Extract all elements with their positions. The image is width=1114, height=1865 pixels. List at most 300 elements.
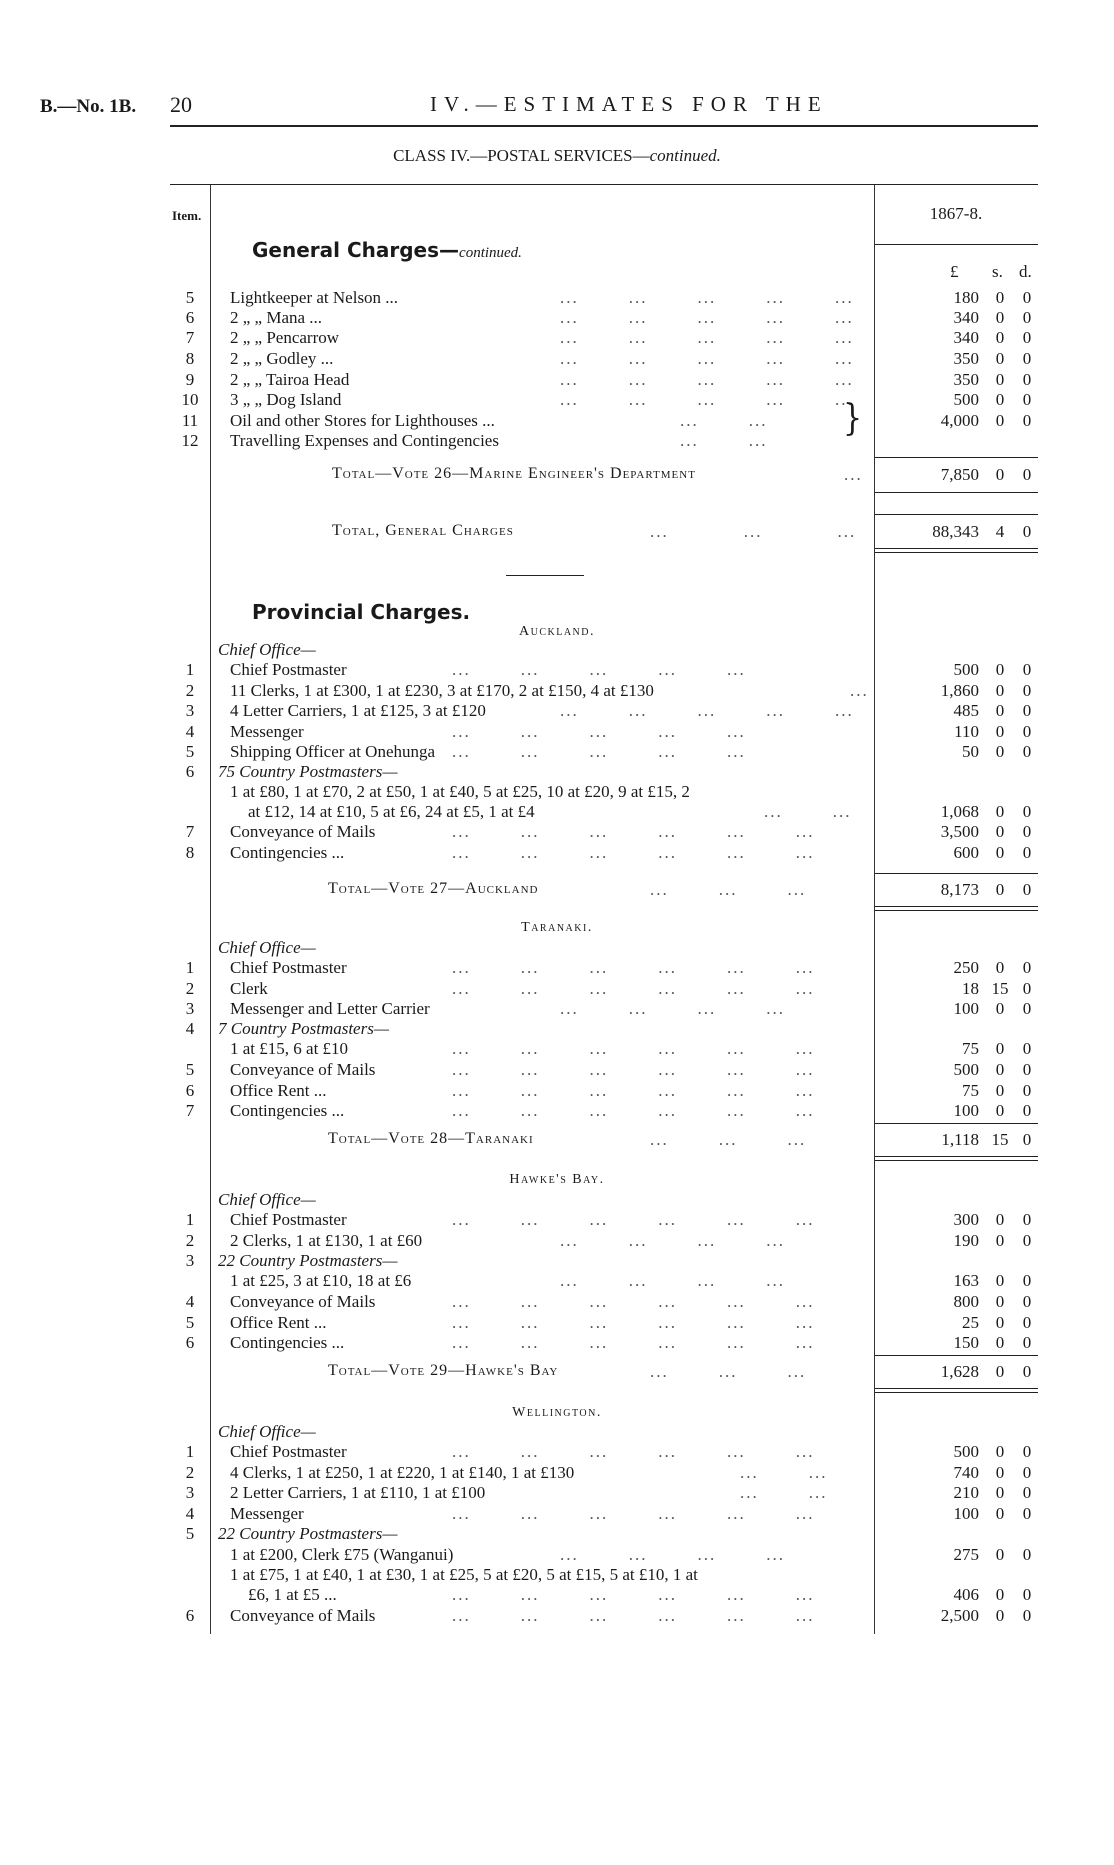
table-row	[0, 288, 1114, 308]
item-description: 3 „ „ Dog Island	[230, 390, 342, 409]
header-rule	[170, 125, 1038, 127]
country-postmasters-detail	[0, 782, 1114, 802]
amount-pounds: 600	[953, 842, 979, 862]
amount-shillings: 0	[995, 701, 1005, 720]
country-postmasters-detail	[0, 1545, 1114, 1565]
amount-pounds: 8,173	[940, 880, 979, 899]
amount-shillings: 0	[995, 1060, 1005, 1079]
amount-pence: 0	[1022, 742, 1032, 761]
total-general-charges-label: Total, General Charges	[332, 522, 514, 539]
amount-shillings: 0	[995, 1483, 1005, 1502]
item-number: 8	[185, 349, 195, 368]
amount-pence: 0	[1022, 1333, 1032, 1352]
amount-pence: 0	[1022, 1483, 1032, 1502]
item-description: Chief Postmaster	[230, 1210, 347, 1229]
amount-shillings: 0	[995, 999, 1005, 1018]
item-description: 1 at £80, 1 at £70, 2 at £50, 1 at £40, 5 at £25, 10 at £20, 9 at £15, 2	[230, 782, 690, 801]
amount-pounds: 180	[953, 288, 979, 307]
leader-dots: ... ...	[740, 1462, 828, 1482]
amount-pounds: 18	[962, 978, 979, 998]
item-description: 2 „ „ Mana ...	[230, 308, 323, 327]
item-description: 4 Letter Carriers, 1 at £125, 3 at £120	[230, 701, 486, 720]
amount-pounds: 500	[953, 660, 979, 679]
country-postmasters-detail	[0, 1039, 1114, 1059]
item-description: Office Rent ...	[230, 1080, 327, 1100]
amount-pence: 0	[1022, 958, 1032, 977]
leader-dots: ... ... ...	[650, 880, 807, 899]
amount-shillings: 0	[995, 822, 1005, 841]
item-number: 6	[185, 1333, 195, 1352]
leader-dots: ... ... ... ... ... ...	[452, 1080, 815, 1100]
item-description: Shipping Officer at Onehunga	[230, 742, 436, 761]
section-divider	[506, 575, 584, 576]
item-description: £6, 1 at £5 ...	[248, 1585, 337, 1604]
item-number: 2	[185, 1462, 195, 1482]
leader-dots: ... ... ... ... ...	[560, 370, 854, 389]
table-row	[0, 1210, 1114, 1230]
total-vote-27-label: Total—Vote 27—Auckland	[328, 880, 539, 897]
amount-pounds: 1,068	[940, 802, 979, 821]
leader-dots: ... ... ... ... ... ...	[452, 958, 815, 977]
item-number: 6	[185, 308, 195, 327]
item-number: 7	[185, 328, 195, 347]
total-vote-26-row	[0, 465, 1114, 485]
total-rule	[875, 514, 1038, 515]
leader-dots: ... ... ... ...	[560, 999, 785, 1018]
country-postmasters-row	[0, 762, 1114, 782]
amount-shillings: 0	[995, 1585, 1005, 1604]
item-description: 22 Country Postmasters—	[218, 1251, 398, 1270]
region-hawkes-bay: Hawke's Bay.	[509, 1172, 605, 1187]
item-description: Clerk	[230, 978, 268, 998]
item-number: 3	[185, 1483, 195, 1502]
leader-dots: ... ... ... ... ...	[560, 328, 854, 347]
leader-dots: ... ... ... ... ... ...	[452, 1060, 815, 1079]
item-number: 1	[185, 1442, 195, 1461]
leader-dots: ... ... ... ... ... ...	[452, 1606, 815, 1625]
amount-shillings: 0	[995, 349, 1005, 368]
table-row	[0, 1292, 1114, 1312]
item-number: 2	[185, 1230, 195, 1250]
total-vote-29-label: Total—Vote 29—Hawke's Bay	[328, 1362, 559, 1379]
item-description: 2 „ „ Tairoa Head	[230, 370, 350, 389]
item-description: Conveyance of Mails	[230, 822, 376, 841]
amount-pence: 0	[1022, 1060, 1032, 1079]
amount-pounds: 100	[953, 999, 979, 1018]
amount-shillings: 0	[995, 390, 1005, 409]
chief-office-heading: Chief Office—	[218, 1190, 316, 1209]
chief-office-heading: Chief Office—	[218, 938, 316, 957]
item-number: 5	[185, 1524, 195, 1543]
table-row	[0, 1463, 1114, 1483]
table-row	[0, 1442, 1114, 1462]
leader-dots: ... ... ... ... ... ...	[452, 1585, 815, 1604]
amount-pounds: 100	[953, 1101, 979, 1120]
brace-icon: }	[843, 397, 863, 440]
amount-pounds: 190	[953, 1230, 979, 1250]
item-number: 2	[185, 680, 195, 700]
leader-dots: ... ... ... ... ... ...	[452, 1503, 815, 1523]
amount-pence: 0	[1022, 288, 1032, 307]
amount-shillings: 0	[995, 1333, 1005, 1352]
total-rule	[875, 1355, 1038, 1356]
item-number: 8	[185, 842, 195, 862]
amount-pence: 0	[1022, 1545, 1032, 1564]
table-row	[0, 1231, 1114, 1251]
amount-pounds: 150	[953, 1333, 979, 1352]
item-description: Chief Postmaster	[230, 660, 347, 679]
table-row	[0, 349, 1114, 369]
leader-dots: ... ... ... ... ... ...	[452, 1101, 815, 1120]
table-row	[0, 308, 1114, 328]
item-description: 4 Clerks, 1 at £250, 1 at £220, 1 at £140, 1 at £130	[230, 1462, 575, 1482]
leader-dots: ... ...	[680, 411, 768, 430]
total-rule	[875, 873, 1038, 874]
shilling-header: s.	[992, 262, 1003, 281]
item-description: 2 „ „ Godley ...	[230, 349, 334, 368]
leader-dots: ... ... ... ... ... ...	[452, 978, 815, 998]
amount-pence: 0	[1022, 701, 1032, 720]
amount-shillings: 4	[995, 522, 1005, 541]
item-description: 2 Letter Carriers, 1 at £110, 1 at £100	[230, 1483, 486, 1502]
amount-pounds: 250	[953, 958, 979, 977]
amount-pence: 0	[1022, 411, 1032, 430]
leader-dots: ... ... ... ...	[560, 1230, 785, 1250]
amount-pounds: 100	[953, 1503, 979, 1523]
amount-pounds: 25	[962, 1312, 979, 1332]
item-number: 1	[185, 660, 195, 679]
amount-shillings: 0	[995, 1606, 1005, 1625]
amount-pounds: 800	[953, 1292, 979, 1311]
table-row	[0, 1060, 1114, 1080]
item-number: 7	[185, 822, 195, 841]
amount-pence: 0	[1022, 802, 1032, 821]
item-number: 12	[181, 431, 199, 450]
amount-pence: 0	[1022, 1039, 1032, 1058]
item-description: Contingencies ...	[230, 1101, 345, 1120]
table-row	[0, 1101, 1114, 1121]
leader-dots: ... ... ... ... ...	[452, 742, 746, 761]
amount-pence: 0	[1022, 999, 1032, 1018]
amount-pounds: 1,118	[941, 1130, 979, 1149]
amount-shillings: 0	[995, 1503, 1005, 1523]
amount-pounds: 110	[954, 721, 979, 741]
amount-pence: 0	[1022, 822, 1032, 841]
item-description: Office Rent ...	[230, 1312, 327, 1332]
item-number: 4	[185, 1503, 195, 1523]
item-number: 1	[185, 1210, 195, 1229]
pence-header: d.	[1019, 262, 1032, 281]
table-row	[0, 390, 1114, 410]
amount-pence: 0	[1022, 1312, 1032, 1332]
leader-dots: ... ... ... ...	[560, 1545, 785, 1564]
leader-dots: ... ... ... ... ...	[452, 721, 746, 741]
amount-shillings: 0	[995, 308, 1005, 327]
chief-office-heading: Chief Office—	[218, 1422, 316, 1441]
amount-pence: 0	[1022, 1230, 1032, 1250]
item-number: 11	[181, 411, 199, 430]
amount-shillings: 0	[995, 1442, 1005, 1461]
amount-shillings: 0	[995, 1545, 1005, 1564]
amount-pounds: 50	[962, 742, 979, 761]
provincial-charges-heading: Provincial Charges.	[252, 600, 471, 624]
table-row	[0, 822, 1114, 842]
amount-pounds: 210	[953, 1483, 979, 1502]
leader-dots: ... ... ...	[650, 522, 857, 541]
pound-header: £	[950, 262, 959, 281]
amount-shillings: 0	[995, 802, 1005, 821]
amount-shillings: 0	[995, 680, 1005, 700]
double-rule	[875, 1156, 1038, 1161]
total-vote-27-row	[0, 880, 1114, 900]
item-number: 10	[181, 390, 199, 409]
double-rule	[875, 1388, 1038, 1393]
leader-dots: ... ... ... ... ... ...	[452, 1292, 815, 1311]
item-description: Contingencies ...	[230, 842, 345, 862]
amount-pence: 0	[1022, 1271, 1032, 1290]
amount-pounds: 7,850	[940, 465, 979, 484]
amount-shillings: 0	[995, 1230, 1005, 1250]
amount-shillings: 0	[995, 1210, 1005, 1229]
table-row	[0, 1504, 1114, 1524]
item-description: at £12, 14 at £10, 5 at £6, 24 at £5, 1 at £4	[248, 802, 535, 821]
amount-pence: 0	[1022, 1606, 1032, 1625]
table-row	[0, 701, 1114, 721]
amount-shillings: 0	[995, 465, 1005, 484]
amount-shillings: 0	[995, 1101, 1005, 1120]
amount-shillings: 0	[995, 721, 1005, 741]
table-row	[0, 1081, 1114, 1101]
leader-dots: ... ... ... ... ... ...	[452, 1442, 815, 1461]
amount-pounds: 500	[953, 1060, 979, 1079]
item-number: 9	[185, 370, 195, 389]
amount-pounds: 350	[953, 370, 979, 389]
table-row	[0, 1313, 1114, 1333]
amount-pounds: 406	[953, 1585, 979, 1604]
item-description: Conveyance of Mails	[230, 1060, 376, 1079]
amount-shillings: 0	[995, 328, 1005, 347]
amount-pence: 0	[1022, 1292, 1032, 1311]
amount-shillings: 0	[995, 1080, 1005, 1100]
table-row	[0, 843, 1114, 863]
total-rule	[875, 492, 1038, 493]
amount-shillings: 0	[995, 958, 1005, 977]
amount-pounds: 3,500	[940, 822, 979, 841]
leader-dots: ... ...	[764, 802, 852, 821]
amount-pounds: 2,500	[940, 1606, 979, 1625]
region-taranaki: Taranaki.	[521, 920, 593, 935]
double-rule	[875, 906, 1038, 911]
amount-pence: 0	[1022, 660, 1032, 679]
amount-pence: 0	[1022, 1210, 1032, 1229]
amount-pence: 0	[1022, 842, 1032, 862]
item-description: 1 at £75, 1 at £40, 1 at £30, 1 at £25, 5 at £20, 5 at £15, 5 at £10, 1 at	[230, 1565, 698, 1584]
leader-dots: ... ...	[740, 1483, 828, 1502]
table-row	[0, 1606, 1114, 1626]
amount-pence: 0	[1022, 1585, 1032, 1604]
total-general-charges-row	[0, 522, 1114, 542]
table-row	[0, 1333, 1114, 1353]
amount-pounds: 340	[953, 308, 979, 327]
country-postmasters-detail	[0, 1271, 1114, 1291]
region-wellington: Wellington.	[512, 1405, 602, 1420]
item-description: Messenger	[230, 721, 304, 741]
item-description: 1 at £25, 3 at £10, 18 at £6	[230, 1271, 412, 1290]
amount-pence: 0	[1022, 1101, 1032, 1120]
amount-pence: 0	[1022, 880, 1032, 899]
leader-dots: ... ... ... ... ... ...	[452, 1039, 815, 1058]
amount-pounds: 500	[953, 390, 979, 409]
table-row	[0, 370, 1114, 390]
item-description: Conveyance of Mails	[230, 1292, 376, 1311]
leader-dots: ...	[850, 680, 869, 700]
item-number: 6	[185, 762, 195, 781]
item-description: 22 Country Postmasters—	[218, 1524, 398, 1543]
amount-shillings: 0	[995, 411, 1005, 430]
leader-dots: ... ... ... ... ...	[560, 701, 854, 720]
item-description: Chief Postmaster	[230, 1442, 347, 1461]
amount-shillings: 0	[995, 1462, 1005, 1482]
item-number: 3	[185, 1251, 195, 1270]
table-row	[0, 660, 1114, 680]
total-vote-26-label: Total—Vote 26—Marine Engineer's Department	[332, 465, 696, 482]
amount-pence: 0	[1022, 721, 1032, 741]
table-row	[0, 431, 1114, 451]
amount-shillings: 0	[995, 1292, 1005, 1311]
amount-pounds: 75	[962, 1039, 979, 1058]
total-vote-29-row	[0, 1362, 1114, 1382]
year-column-header: 1867-8.	[929, 204, 983, 223]
table-row	[0, 979, 1114, 999]
amount-pence: 0	[1022, 680, 1032, 700]
amount-pence: 0	[1022, 308, 1032, 327]
amount-shillings: 0	[995, 742, 1005, 761]
item-description: 7 Country Postmasters—	[218, 1019, 389, 1038]
table-row	[0, 681, 1114, 701]
leader-dots: ... ... ...	[650, 1130, 807, 1149]
amount-shillings: 0	[995, 370, 1005, 389]
leader-dots: ... ...	[680, 431, 768, 450]
country-postmasters-detail	[0, 802, 1114, 822]
amount-pence: 0	[1022, 1503, 1032, 1523]
amount-pounds: 1,628	[940, 1362, 979, 1381]
leader-dots: ... ... ... ... ... ...	[452, 822, 815, 841]
amount-pounds: 163	[953, 1271, 979, 1290]
amount-pence: 0	[1022, 978, 1032, 998]
document-reference: B.—No. 1B.	[40, 96, 137, 117]
item-number: 4	[185, 721, 195, 741]
leader-dots: ... ... ... ... ...	[560, 349, 854, 368]
amount-pounds: 350	[953, 349, 979, 368]
item-number: 1	[185, 958, 195, 977]
amount-shillings: 15	[991, 1130, 1009, 1149]
leader-dots: ... ... ... ... ...	[452, 660, 746, 679]
item-description: Messenger	[230, 1503, 304, 1523]
item-description: Travelling Expenses and Contingencies	[230, 431, 499, 450]
leader-dots: ... ... ... ...	[560, 1271, 785, 1290]
amount-pounds: 740	[953, 1462, 979, 1482]
item-description: 2 Clerks, 1 at £130, 1 at £60	[230, 1230, 423, 1250]
country-postmasters-row	[0, 1524, 1114, 1544]
table-top-rule	[170, 184, 1038, 185]
total-vote-28-row	[0, 1130, 1114, 1150]
amount-shillings: 15	[991, 978, 1009, 998]
class-title: CLASS IV.—POSTAL SERVICES—continued.	[393, 146, 721, 165]
region-auckland: Auckland.	[519, 624, 595, 639]
leader-dots: ... ... ... ... ...	[560, 288, 854, 307]
amount-pounds: 4,000	[940, 411, 979, 430]
amount-shillings: 0	[995, 1312, 1005, 1332]
amount-shillings: 0	[995, 288, 1005, 307]
amount-pounds: 340	[953, 328, 979, 347]
item-number: 4	[185, 1292, 195, 1311]
leader-dots: ... ... ... ... ... ...	[452, 1210, 815, 1229]
page-title: IV.—ESTIMATES FOR THE	[430, 92, 828, 116]
item-description: Chief Postmaster	[230, 958, 347, 977]
amount-pence: 0	[1022, 1462, 1032, 1482]
item-description: Contingencies ...	[230, 1333, 345, 1352]
country-postmasters-row	[0, 1019, 1114, 1039]
amount-pounds: 275	[953, 1545, 979, 1564]
item-number: 5	[185, 742, 195, 761]
general-charges-heading: General Charges—continued.	[252, 238, 522, 262]
amount-shillings: 0	[995, 660, 1005, 679]
item-description: 2 „ „ Pencarrow	[230, 328, 340, 347]
item-description: 1 at £15, 6 at £10	[230, 1039, 349, 1058]
amount-shillings: 0	[995, 1039, 1005, 1058]
amount-shillings: 0	[995, 1271, 1005, 1290]
amount-pounds: 1,860	[940, 680, 979, 700]
leader-dots: ... ... ... ... ... ...	[452, 1333, 815, 1352]
amount-pence: 0	[1022, 1080, 1032, 1100]
table-row	[0, 722, 1114, 742]
item-number: 3	[185, 999, 195, 1018]
amount-shillings: 0	[995, 880, 1005, 899]
item-description: Lightkeeper at Nelson ...	[230, 288, 399, 307]
item-description: Conveyance of Mails	[230, 1606, 376, 1625]
chief-office-heading: Chief Office—	[218, 640, 316, 659]
amount-pence: 0	[1022, 390, 1032, 409]
amount-pence: 0	[1022, 1362, 1032, 1381]
leader-dots: ... ... ...	[650, 1362, 807, 1381]
amount-pence: 0	[1022, 522, 1032, 541]
item-number: 2	[185, 978, 195, 998]
item-number: 5	[185, 288, 195, 307]
amount-shillings: 0	[995, 842, 1005, 862]
item-description: 75 Country Postmasters—	[218, 762, 398, 781]
table-row	[0, 958, 1114, 978]
table-row	[0, 742, 1114, 762]
amount-shillings: 0	[995, 1362, 1005, 1381]
item-number: 7	[185, 1101, 195, 1120]
amount-pounds: 88,343	[932, 522, 979, 541]
leader-dots: ... ... ... ... ...	[560, 390, 854, 409]
year-header-rule	[875, 244, 1038, 245]
table-row	[0, 1483, 1114, 1503]
amount-pounds: 300	[953, 1210, 979, 1229]
item-description: 11 Clerks, 1 at £300, 1 at £230, 3 at £170, 2 at £150, 4 at £130	[230, 680, 654, 700]
item-number: 4	[185, 1019, 195, 1038]
table-row	[0, 999, 1114, 1019]
item-description: Oil and other Stores for Lighthouses ...	[230, 411, 495, 430]
amount-pence: 0	[1022, 328, 1032, 347]
total-rule	[875, 1123, 1038, 1124]
double-rule	[875, 548, 1038, 553]
total-rule	[875, 457, 1038, 458]
item-description: 1 at £200, Clerk £75 (Wanganui)	[230, 1545, 454, 1564]
item-number: 3	[185, 701, 195, 720]
item-column-header: Item.	[172, 208, 202, 223]
